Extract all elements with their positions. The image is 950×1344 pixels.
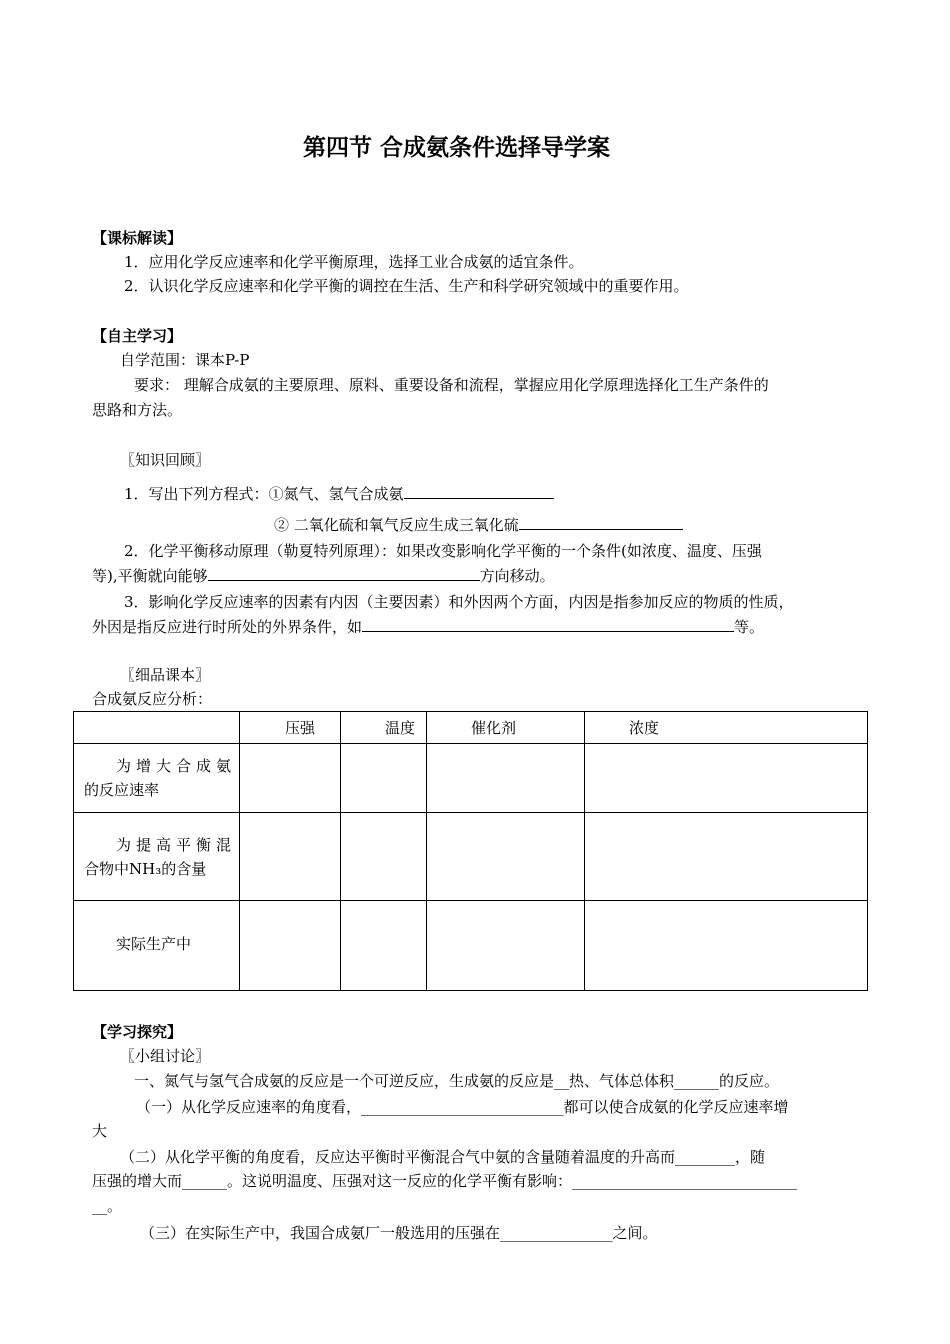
table-cell[interactable] [585, 813, 868, 901]
textbook-heading: 〖细品课本〗 [120, 666, 211, 684]
answer-blank[interactable] [362, 615, 734, 632]
table-header-catalyst: 催化剂 [427, 712, 585, 744]
explore-paragraph-2-line1: （一）从化学反应速率的角度看，___________________________都可以使合成氨的化学反应速率增 [136, 1098, 789, 1116]
review-question-1b-text: ② 二氧化硫和氧气反应生成三氧化硫 [274, 516, 519, 534]
explore-paragraph-2-line2: 大 [92, 1122, 108, 1140]
table-header-concentration: 浓度 [585, 712, 868, 744]
row-label-production: 实际生产中 [74, 901, 240, 991]
review-question-1-text: 1．写出下列方程式：①氮气、氢气合成氨 [124, 485, 404, 503]
table-cell[interactable] [240, 901, 341, 991]
curriculum-item-2: 2．认识化学反应速率和化学平衡的调控在生活、生产和科学研究领域中的重要作用。 [124, 277, 689, 295]
explore-paragraph-4: （三）在实际生产中，我国合成氨厂一般选用的压强在_______________之间。 [140, 1224, 658, 1242]
table-header-temperature: 温度 [341, 712, 427, 744]
table-cell[interactable] [585, 901, 868, 991]
row-label-line2: 合物中NH₃的含量 [84, 859, 207, 878]
review-question-2-line2 [92, 564, 555, 587]
row-label-equilibrium [74, 813, 240, 901]
table-header-pressure: 压强 [240, 712, 341, 744]
explore-heading: 【学习探究】 [92, 1023, 183, 1041]
table-cell[interactable] [585, 744, 868, 813]
review-question-2-text-a: 等),平衡就向能够 [92, 567, 208, 585]
table-header-row [74, 712, 868, 744]
answer-blank[interactable] [208, 564, 480, 581]
table-cell[interactable] [341, 813, 427, 901]
table-header-cell [74, 712, 240, 744]
self-study-requirement-line1: 要求： 理解合成氨的主要原理、原料、重要设备和流程，掌握应用化学原理选择化工生产条件的 [134, 376, 769, 394]
review-question-3-text-b: 等。 [734, 618, 765, 636]
curriculum-heading: 【课标解读】 [92, 229, 183, 247]
self-study-scope: 自学范围：课本P-P [120, 351, 250, 369]
page-title: 第四节 合成氨条件选择导学案 [303, 135, 611, 161]
answer-blank[interactable] [404, 482, 554, 499]
table-cell[interactable] [341, 744, 427, 813]
row-label-rate [74, 744, 240, 813]
explore-paragraph-1: 一、氮气与氢气合成氨的反应是一个可逆反应，生成氨的反应是__热、气体总体积______的反应。 [134, 1072, 780, 1090]
group-discussion-heading: 〖小组讨论〗 [120, 1047, 211, 1065]
curriculum-item-1: 1．应用化学反应速率和化学平衡原理，选择工业合成氨的适宜条件。 [124, 253, 584, 271]
table-cell[interactable] [240, 813, 341, 901]
row-label-line1: 为提高平衡混 [116, 835, 231, 854]
review-question-1b [274, 513, 683, 536]
self-study-requirement-line2: 思路和方法。 [92, 401, 183, 419]
review-question-3-line2 [92, 615, 764, 638]
explore-paragraph-3-line1: （二）从化学平衡的角度看，反应达平衡时平衡混合气中氨的含量随着温度的升高而________，随 [120, 1148, 766, 1166]
explore-paragraph-3-line2: 压强的增大而______。这说明温度、压强对这一反应的化学平衡有影响：______________________________ [92, 1172, 798, 1190]
answer-blank[interactable] [519, 513, 683, 530]
table-cell[interactable] [341, 901, 427, 991]
table-row [74, 901, 868, 991]
self-study-heading: 【自主学习】 [92, 327, 183, 345]
table-cell[interactable] [240, 744, 341, 813]
table-row [74, 744, 868, 813]
table-cell[interactable] [427, 744, 585, 813]
explore-paragraph-3-line3: __。 [92, 1197, 123, 1215]
review-question-2-line1: 2．化学平衡移动原理（勒夏特列原理）：如果改变影响化学平衡的一个条件(如浓度、温度、压强 [124, 542, 762, 560]
review-question-2-text-b: 方向移动。 [479, 567, 555, 585]
review-question-3-line1: 3．影响化学反应速率的因素有内因（主要因素）和外因两个方面，内因是指参加反应的物质的性质， [124, 593, 794, 611]
analysis-label: 合成氨反应分析： [92, 690, 213, 708]
table-cell[interactable] [427, 813, 585, 901]
row-label-line2: 的反应速率 [84, 781, 160, 799]
review-question-1 [124, 482, 554, 505]
row-label-line1: 为增大合成氨 [116, 757, 231, 775]
analysis-table [73, 711, 868, 991]
knowledge-review-heading: 〖知识回顾〗 [120, 451, 211, 469]
table-cell[interactable] [427, 901, 585, 991]
table-row [74, 813, 868, 901]
review-question-3-text-a: 外因是指反应进行时所处的外界条件，如 [92, 618, 363, 636]
